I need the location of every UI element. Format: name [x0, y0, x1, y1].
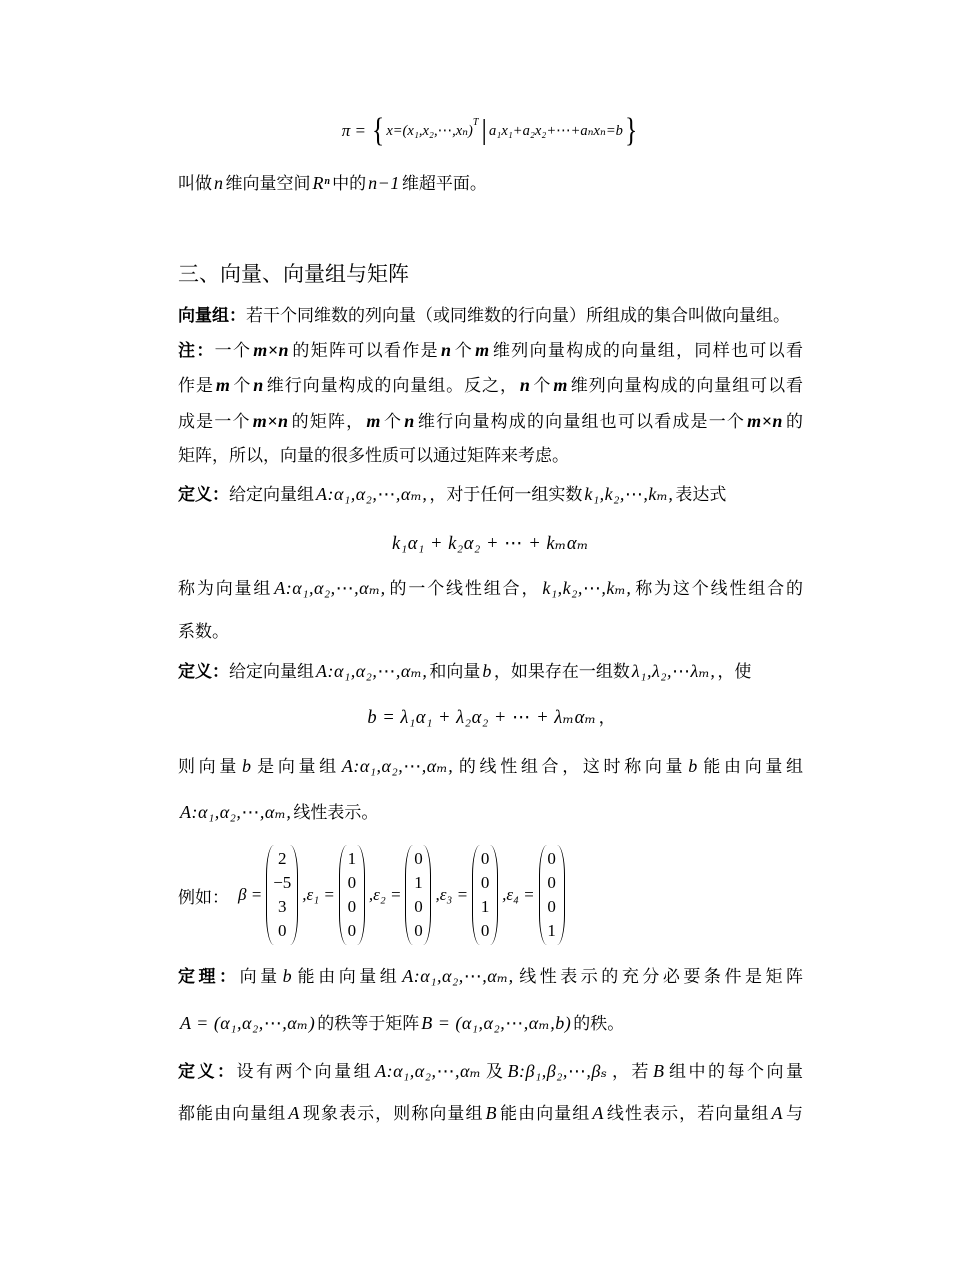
matrix-entry: 1: [547, 921, 556, 940]
text-run: 线性表示。: [293, 803, 379, 823]
text-run: 矩阵，所以，向量的很多性质可以通过矩阵来考虑。: [178, 445, 569, 466]
math-expression: A:α₁,α₂,⋯,αₘ,: [341, 756, 454, 776]
text-run: 若干个同维数的列向量（或同维数的行向量）所组成的集合叫做向量组。: [246, 306, 790, 326]
matrix-entry: 3: [278, 897, 287, 916]
text-run: 给定向量组: [229, 662, 314, 682]
math-expression: m×n: [253, 340, 290, 360]
math-expression: n: [440, 340, 452, 360]
text-run: 维行向量构成的向量组也可以看成是一个: [416, 411, 746, 432]
math-expression: b: [282, 966, 293, 986]
hyperplane-formula: [178, 111, 803, 151]
text-run: 的秩。: [573, 1014, 625, 1034]
text-run: 能由向量组: [499, 1104, 591, 1124]
text-run: 现象表示，则称向量组: [301, 1104, 484, 1124]
theorem-paragraph-line-1: [178, 953, 803, 1000]
matrix-entry: 0: [480, 921, 490, 940]
text-run: 维超平面。: [401, 174, 487, 194]
matrix-entry: 0: [347, 873, 357, 892]
text-run: ，如果存在一组数: [493, 662, 630, 682]
math-expression: Rⁿ: [312, 173, 331, 193]
vector-group-definition-line-1: [178, 299, 803, 334]
text-run: 维列向量构成的向量组，同样也可以看: [491, 341, 804, 361]
note-paragraph: [178, 333, 803, 474]
text-run: 线性表示，若向量组: [605, 1104, 770, 1124]
text-run: 的矩阵，: [290, 411, 365, 432]
text-run: 成是一个: [178, 411, 251, 432]
text-run: 向量: [239, 967, 281, 987]
vector-group-representation-definition: [178, 1050, 803, 1134]
text-run: 及: [483, 1062, 506, 1082]
linear-representation-definition-line-1: [178, 653, 803, 689]
bold-label: 向量组：: [178, 306, 246, 326]
matrix-entry: 0: [414, 897, 423, 916]
text-run: 的矩阵可以看作是: [291, 341, 439, 361]
formula-bar: |: [481, 115, 488, 146]
math-expression: A:α₁,α₂,⋯,αₘ,: [316, 484, 428, 504]
text-run: ，若: [609, 1062, 651, 1082]
text-run: 能由向量组: [294, 967, 401, 987]
column-vector: [265, 845, 299, 945]
column-vector: [404, 845, 432, 945]
linear-representation-explanation-line-1: [178, 743, 803, 789]
formula-transpose: T: [472, 117, 479, 128]
text-run: 称为这个线性组合的: [633, 579, 804, 599]
text-run: 与: [784, 1104, 804, 1124]
hyperplane-description-line-1: [178, 166, 803, 200]
matrix-entry: 0: [547, 873, 556, 892]
column-vector: [471, 845, 499, 945]
math-expression: A:α₁,α₂,⋯,αₘ,: [180, 802, 292, 822]
math-expression: A:α₁,α₂,⋯,αₘ,: [402, 966, 514, 986]
section-heading: 三、向量、向量组与矩阵: [178, 262, 409, 286]
column-vector: [538, 845, 566, 945]
matrix-entry: 0: [480, 873, 490, 892]
hyperplane-description: [178, 166, 803, 200]
formula-vector: x=(x₁,x₂,⋯,xₙ): [386, 122, 473, 139]
text-run: 维行向量构成的向量组。反之，: [265, 376, 518, 397]
text-run: 是向量组: [253, 757, 340, 777]
math-expression: k₁α₁ + k₂α₂ + ⋯ + kₘαₘ: [392, 534, 589, 554]
math-expression: A: [288, 1103, 300, 1123]
text-run: 的一个线性组合，: [387, 579, 541, 599]
math-expression: m: [215, 375, 231, 396]
bold-label: 注：: [178, 341, 215, 361]
matrix-entry: 2: [278, 849, 287, 868]
bold-label: 定义：: [178, 485, 229, 505]
math-expression: n−1: [368, 173, 400, 193]
matrix-entry: 1: [480, 897, 490, 916]
formula-lhs: π =: [341, 121, 366, 140]
linear-representation-explanation: [178, 743, 803, 835]
text-run: 维向量空间: [225, 174, 311, 194]
text-run: 线性表示的充分必要条件是矩阵: [515, 967, 804, 987]
vector-name-label: ,ε₁ =: [302, 885, 335, 904]
text-run: 则向量: [178, 757, 240, 777]
math-expression: m: [475, 340, 490, 360]
text-run: 的: [784, 411, 804, 432]
vector-name-label: ,ε₂ =: [368, 885, 402, 904]
formula-punctuation: ，: [598, 708, 616, 728]
math-expression: m×n: [252, 410, 289, 431]
text-run: 一个: [214, 341, 252, 361]
math-expression: A:α₁,α₂,⋯,αₘ,: [274, 578, 386, 598]
text-run: 都能由向量组: [178, 1104, 287, 1124]
formula-close-brace: }: [624, 112, 638, 149]
math-expression: b: [242, 756, 252, 776]
example-vector-list: [235, 845, 566, 945]
linear-representation-explanation-line-2: [178, 789, 803, 835]
math-expression: A: [592, 1103, 604, 1123]
text-run: ，对于任何一组实数: [429, 485, 583, 505]
formula-condition: a₁x₁+a₂x₂+⋯+aₙxₙ=b: [489, 122, 623, 139]
linear-combination-explanation-line-2: [178, 610, 803, 654]
text-run: 叫做: [178, 174, 212, 194]
text-run: 能由向量组: [699, 757, 804, 777]
linear-combination-definition: [178, 476, 803, 512]
math-expression: m×n: [747, 410, 783, 431]
math-expression: b: [482, 661, 492, 681]
text-run: 的线性组合，这时称向量: [455, 757, 687, 777]
matrix-entry: −5: [273, 873, 292, 892]
math-expression: A:α₁,α₂,⋯,αₘ,: [316, 661, 428, 681]
math-expression: A: [771, 1103, 783, 1123]
vector-group-definition: [178, 299, 803, 334]
math-expression: m: [553, 375, 568, 396]
bold-label: 定义：: [178, 662, 229, 682]
bold-label: 定义：: [178, 1062, 237, 1082]
math-expression: λ₁,λ₂,⋯λₘ,: [631, 661, 716, 681]
math-expression: B = (α₁,α₂,⋯,αₘ,b): [421, 1013, 572, 1033]
bold-label: 定理：: [178, 967, 240, 987]
math-expression: n: [404, 410, 415, 431]
math-expression: n: [214, 173, 224, 193]
text-run: 给定向量组: [229, 485, 314, 505]
text-run: 个: [382, 411, 403, 432]
matrix-entry: 0: [414, 849, 423, 868]
text-run: 系数。: [178, 622, 229, 642]
matrix-entry: 0: [278, 921, 287, 940]
text-run: 和向量: [429, 662, 481, 682]
matrix-entry: 0: [547, 897, 556, 916]
theorem-paragraph-line-2: [178, 1000, 803, 1047]
math-expression: n: [519, 375, 531, 396]
matrix-entry: 0: [547, 849, 556, 868]
text-run: 个: [232, 376, 252, 397]
text-run: 个: [453, 341, 474, 361]
note-paragraph-line-2: [178, 368, 803, 403]
text-run: ，使: [717, 662, 752, 682]
matrix-entry: 0: [347, 921, 357, 940]
theorem-paragraph: [178, 953, 803, 1047]
linear-combination-explanation-line-1: [178, 566, 803, 610]
linear-representation-definition: [178, 653, 803, 689]
column-vector: [338, 845, 366, 945]
text-run: 设有两个向量组: [236, 1062, 374, 1082]
note-paragraph-line-3: [178, 404, 803, 439]
text-run: 的秩等于矩阵: [317, 1014, 420, 1034]
math-expression: B:β₁,β₂,⋯,βₛ: [507, 1061, 608, 1081]
text-run: 组中的每个向量: [666, 1062, 804, 1082]
math-expression: B: [485, 1103, 498, 1123]
matrix-entry: 1: [347, 849, 357, 868]
math-expression: A:α₁,α₂,⋯,αₘ: [375, 1061, 482, 1081]
example-label: 例如：: [178, 887, 229, 908]
vector-name-label: ,ε₃ =: [435, 885, 469, 904]
math-expression: k₁,k₂,⋯,kₘ,: [584, 484, 674, 504]
math-expression: k₁,k₂,⋯,kₘ,: [542, 578, 632, 598]
linear-combination-definition-line-1: [178, 476, 803, 512]
math-expression: b = λ₁α₁ + λ₂α₂ + ⋯ + λₘαₘ: [367, 708, 597, 728]
text-run: 中的: [332, 174, 367, 194]
text-run: 维列向量构成的向量组可以看: [569, 376, 804, 397]
matrix-entry: 1: [414, 873, 423, 892]
text-run: 作是: [178, 376, 214, 397]
vector-name-label: β =: [238, 885, 263, 904]
math-expression: B: [652, 1061, 665, 1081]
math-expression: A = (α₁,α₂,⋯,αₘ): [180, 1013, 316, 1033]
math-expression: m: [366, 410, 381, 431]
matrix-entry: 0: [480, 849, 490, 868]
math-expression: b: [688, 756, 698, 776]
math-expression: n: [253, 375, 264, 396]
linear-representation-formula: [178, 703, 803, 733]
vector-group-representation-definition-line-1: [178, 1050, 803, 1092]
vector-group-representation-definition-line-2: [178, 1092, 803, 1134]
note-paragraph-line-1: [178, 333, 803, 368]
text-run: 表达式: [675, 485, 727, 505]
matrix-entry: 0: [347, 897, 357, 916]
example-block: [178, 845, 566, 945]
formula-open-brace: {: [372, 112, 385, 149]
linear-combination-explanation: [178, 566, 803, 654]
text-run: 个: [532, 376, 552, 397]
matrix-entry: 0: [414, 921, 423, 940]
vector-name-label: ,ε₄ =: [502, 885, 535, 904]
note-paragraph-line-4: [178, 439, 803, 474]
linear-combination-formula: [178, 529, 803, 559]
text-run: 称为向量组: [178, 579, 273, 599]
